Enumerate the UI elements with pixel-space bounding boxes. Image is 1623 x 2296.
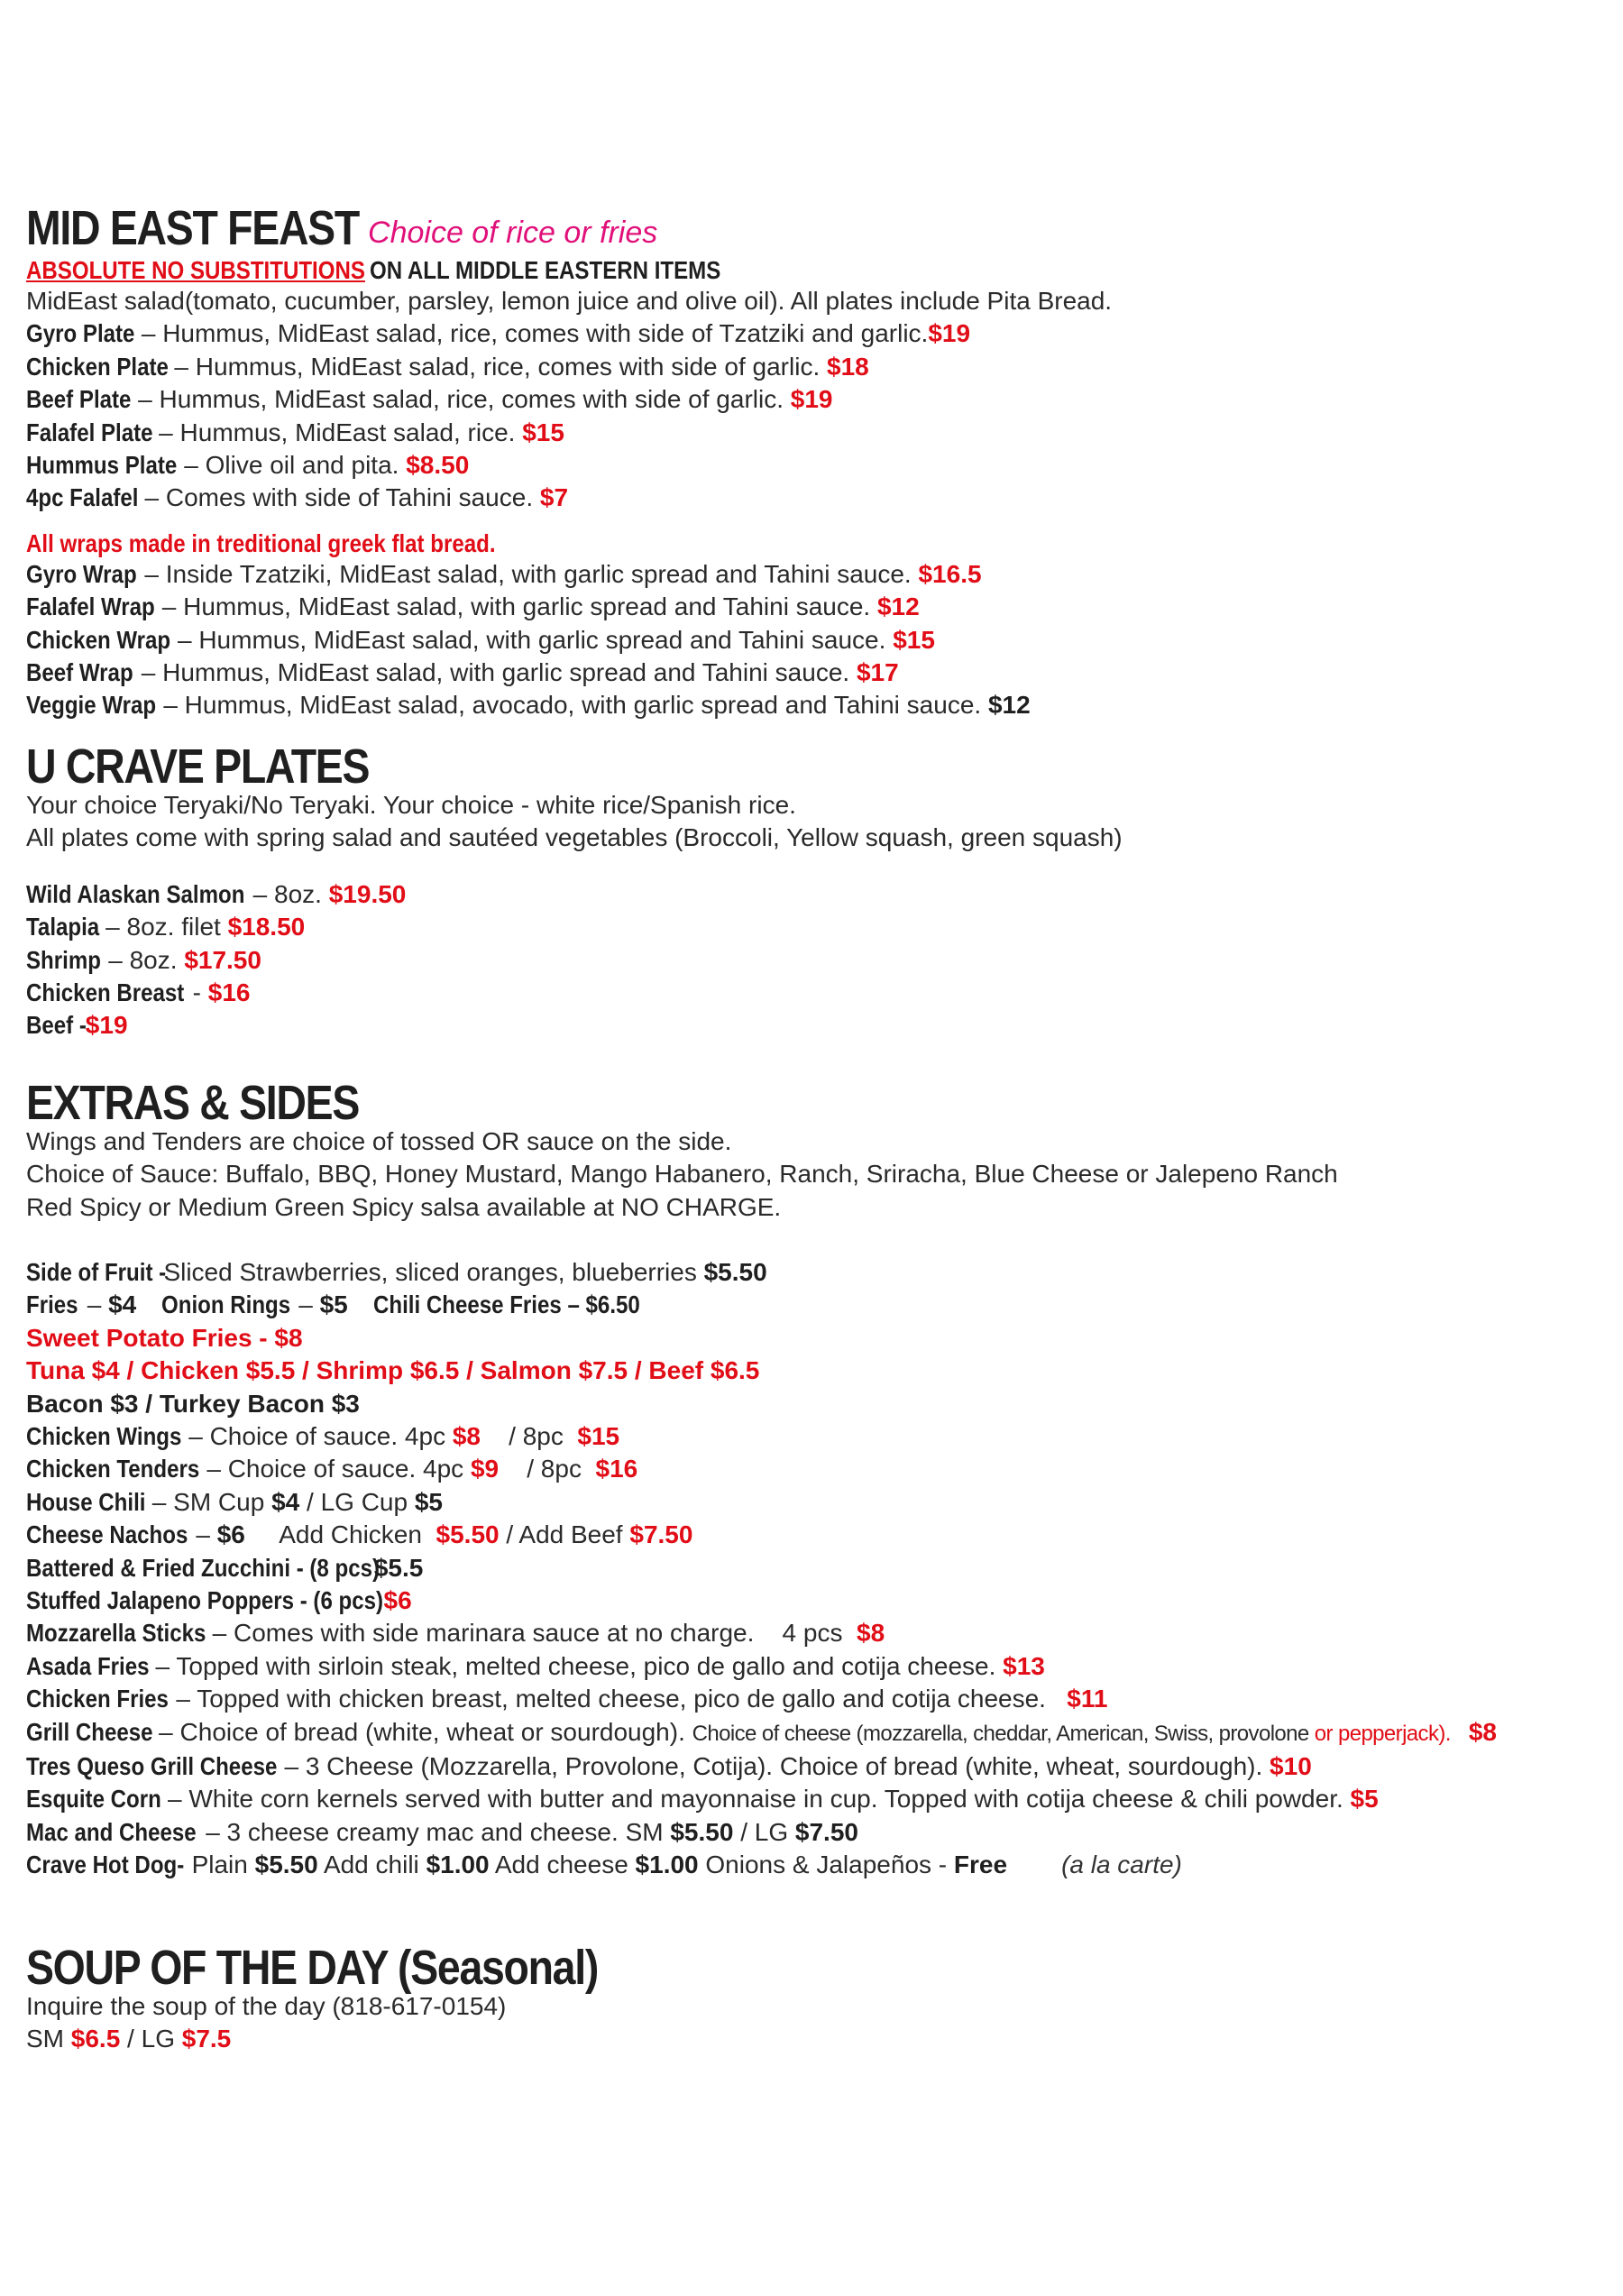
item-name: Asada Fries <box>26 1651 150 1680</box>
item-desc: – <box>188 1520 217 1549</box>
item-desc: – 8oz. <box>245 879 329 908</box>
item-price: $8.50 <box>406 451 470 480</box>
item-desc: – Hummus, MidEast salad, rice, comes with side of garlic. <box>131 385 791 414</box>
menu-item-falafel-wrap <box>26 591 1600 623</box>
menu-item-falafel-plate <box>26 417 1600 449</box>
item-price: $19 <box>790 385 833 414</box>
menu-item-chicken-fries <box>26 1683 1600 1715</box>
item-name: Chicken Plate <box>26 352 169 381</box>
item-name: Veggie Wrap <box>26 691 157 720</box>
item-price-chicken: $5.50 <box>436 1520 500 1549</box>
item-desc: – Hummus, MidEast salad, rice, comes with side of garlic. <box>167 352 828 381</box>
item-desc: – Inside Tzatziki, MidEast salad, with garlic spread and Tahini sauce. <box>137 559 919 588</box>
section-title-extras: EXTRAS & SIDES <box>26 1075 360 1130</box>
menu-item-mozzarella-sticks <box>26 1617 1600 1649</box>
item-price-4pc: $9 <box>470 1455 500 1483</box>
item-desc: – SM Cup <box>145 1487 272 1516</box>
item-desc: Sliced Strawberries, sliced oranges, blueberries <box>163 1257 704 1286</box>
item-desc: – Choice of sauce. 4pc <box>199 1455 471 1483</box>
item-price: $19 <box>928 319 971 348</box>
mideast-subtitle: Choice of rice or fries <box>368 216 658 250</box>
item-price: $12 <box>876 592 920 621</box>
menu-item-fried-zucchini <box>26 1552 1600 1584</box>
item-price-cheese: $1.00 <box>635 1851 699 1879</box>
menu-page <box>26 201 1600 2055</box>
item-name: Tres Queso Grill Cheese <box>26 1752 278 1781</box>
menu-item-sweet-potato-fries <box>26 1322 1600 1355</box>
item-name: 4pc Falafel <box>26 483 139 512</box>
bacon-addons <box>26 1388 1600 1420</box>
item-name: Beef Wrap <box>26 658 133 687</box>
item-price-lg: $7.50 <box>794 1817 858 1846</box>
item-name: Esquite Corn <box>26 1785 161 1814</box>
protein-addons <box>26 1355 1600 1387</box>
menu-item-talapia <box>26 911 1600 943</box>
item-desc: – Hummus, MidEast salad, avocado, with garlic spread and Tahini sauce. <box>156 691 988 720</box>
item-price-onion-rings: $5 <box>319 1290 348 1319</box>
mideast-heading-row <box>26 201 1600 256</box>
menu-item-chicken-tenders <box>26 1453 1600 1485</box>
menu-item-veggie-wrap <box>26 689 1600 721</box>
soup-prices <box>26 2023 1600 2055</box>
section-title-mideast: MID EAST FEAST <box>26 201 359 255</box>
soup-lg-label: / LG <box>120 2025 182 2053</box>
menu-item-mac-and-cheese <box>26 1816 1600 1849</box>
menu-item-shrimp <box>26 944 1600 977</box>
item-name: Gyro Plate <box>26 319 135 348</box>
item-name-fries: Fries <box>26 1290 78 1319</box>
menu-item-gyro-wrap <box>26 558 1600 591</box>
item-name: Shrimp <box>26 945 101 974</box>
menu-item-tres-queso <box>26 1750 1600 1783</box>
item-desc: – 3 cheese creamy mac and cheese. SM <box>198 1817 671 1846</box>
item-plain: Plain <box>184 1851 255 1879</box>
item-price: $18.50 <box>227 913 306 941</box>
item-name: House Chili <box>26 1487 146 1516</box>
item-price: $5 <box>1350 1785 1379 1814</box>
item-chili-cheese-fries: Chili Cheese Fries – $6.50 <box>372 1290 640 1319</box>
item-price: $12 <box>987 691 1031 720</box>
extras-intro-2: Choice of Sauce: Buffalo, BBQ, Honey Mustard, Mango Habanero, Ranch, Sriracha, Blue Cheese or Jalepeno Ranch <box>26 1160 1338 1189</box>
item-price: $7 <box>539 483 569 512</box>
item-name: Cheese Nachos <box>26 1520 188 1549</box>
menu-item-side-of-fruit <box>26 1256 1600 1289</box>
item-name: Mozzarella Sticks <box>26 1619 206 1648</box>
item-desc: – 3 Cheese (Mozzarella, Provolone, Cotija). Choice of bread (white, wheat, sourdough). <box>277 1752 1270 1781</box>
item-price-sm: $5.50 <box>670 1817 734 1846</box>
item-desc: – 8oz. <box>101 945 185 974</box>
item-free: Free <box>953 1851 1008 1879</box>
menu-item-hummus-plate <box>26 449 1600 482</box>
item-name: Falafel Plate <box>26 418 153 446</box>
item-name: Chicken Tenders <box>26 1455 200 1483</box>
item-add-chili: Add chili <box>317 1851 426 1879</box>
menu-item-jalapeno-poppers <box>26 1584 1600 1617</box>
menu-item-4pc-falafel <box>26 482 1600 514</box>
item-price-sm: $4 <box>271 1487 300 1516</box>
bacon-addons-text: Bacon $3 / Turkey Bacon $3 <box>26 1389 360 1418</box>
section-title-soup: SOUP OF THE DAY (Seasonal) <box>26 1940 599 1995</box>
item-name: Side of Fruit - <box>26 1257 167 1286</box>
notice-middle-eastern-items: ON ALL MIDDLE EASTERN ITEMS <box>370 256 721 284</box>
item-name: Wild Alaskan Salmon <box>26 879 245 908</box>
item-name: Chicken Wrap <box>26 625 171 654</box>
item-desc: - <box>185 978 208 1006</box>
item-price: $8 <box>1468 1717 1497 1746</box>
item-name: Chicken Breast <box>26 978 185 1006</box>
item-price: $10 <box>1270 1752 1312 1781</box>
item-dash: – <box>291 1290 320 1319</box>
item-price-8pc: $16 <box>595 1455 638 1483</box>
item-price: $16 <box>207 978 251 1006</box>
menu-item-house-chili <box>26 1486 1600 1519</box>
item-desc: – Hummus, MidEast salad, rice, comes with side of Tzatziki and garlic. <box>134 319 929 348</box>
menu-item-beef-plate <box>26 383 1600 416</box>
item-desc: – Topped with chicken breast, melted cheese, pico de gallo and cotija cheese. <box>169 1685 1068 1713</box>
item-name: Talapia <box>26 913 100 941</box>
ucrave-heading-row <box>26 739 1600 794</box>
ucrave-intro-1: Your choice Teryaki/No Teryaki. Your choice - white rice/Spanish rice. <box>26 790 796 819</box>
soup-lg-price: $7.5 <box>181 2025 232 2053</box>
sweet-potato-text: Sweet Potato Fries - $8 <box>26 1323 303 1352</box>
menu-item-chicken-plate <box>26 351 1600 383</box>
item-price: $5.5 <box>373 1553 424 1582</box>
item-desc: – Hummus, MidEast salad, with garlic spread and Tahini sauce. <box>133 658 857 687</box>
item-price: $19.50 <box>328 879 407 908</box>
item-desc: – Choice of sauce. 4pc <box>181 1421 453 1450</box>
extras-intro-3: Red Spicy or Medium Green Spicy salsa available at NO CHARGE. <box>26 1192 782 1221</box>
item-name: Gyro Wrap <box>26 559 137 588</box>
item-a-la-carte: (a la carte) <box>1061 1851 1182 1879</box>
item-price: $6 <box>216 1520 245 1549</box>
extras-intro-1: Wings and Tenders are choice of tossed OR sauce on the side. <box>26 1126 732 1155</box>
item-price-lg: $5 <box>414 1487 444 1516</box>
section-title-ucrave: U CRAVE PLATES <box>26 739 370 794</box>
item-onions-jalapenos: Onions & Jalapeños - <box>698 1851 954 1879</box>
menu-item-crave-hot-dog <box>26 1849 1600 1881</box>
item-name: Chicken Fries <box>26 1685 169 1713</box>
item-cheese-pepperjack: or pepperjack). <box>1314 1721 1451 1746</box>
item-name: Beef - <box>26 1011 87 1040</box>
item-desc: – Comes with side of Tahini sauce. <box>137 483 540 512</box>
item-name-onion-rings: Onion Rings <box>161 1290 291 1319</box>
item-name: Crave Hot Dog- <box>26 1851 185 1879</box>
item-cheese-choice: Choice of cheese (mozzarella, cheddar, American, Swiss, provolone <box>692 1721 1315 1746</box>
item-mid: / 8pc <box>499 1455 596 1483</box>
item-price-8pc: $15 <box>577 1421 620 1450</box>
soup-sm-label: SM <box>26 2025 71 2053</box>
ucrave-intro-2: All plates come with spring salad and sautéed vegetables (Broccoli, Yellow squash, green squash) <box>26 823 1123 852</box>
item-price-chili: $1.00 <box>426 1851 490 1879</box>
menu-item-esquite-corn <box>26 1783 1600 1815</box>
menu-item-asada-fries <box>26 1650 1600 1683</box>
menu-item-gyro-plate <box>26 317 1600 350</box>
menu-item-chicken-breast <box>26 977 1600 1009</box>
item-desc: – Hummus, MidEast salad, rice. <box>151 418 523 446</box>
protein-addons-text: Tuna $4 / Chicken $5.5 / Shrimp $6.5 / Salmon $7.5 / Beef $6.5 <box>26 1356 760 1385</box>
item-dash: – <box>79 1290 109 1319</box>
menu-item-chicken-wrap <box>26 624 1600 657</box>
item-desc: – Hummus, MidEast salad, with garlic spread and Tahini sauce. <box>170 625 894 654</box>
mideast-intro: MidEast salad(tomato, cucumber, parsley, lemon juice and olive oil). All plates include Pita Bread. <box>26 287 1113 315</box>
item-name: Battered & Fried Zucchini - (8 pcs) <box>26 1553 381 1582</box>
item-desc: – Olive oil and pita. <box>177 451 407 480</box>
item-price: $17.50 <box>184 945 261 974</box>
soup-heading-row <box>26 1940 1600 1995</box>
item-name: Hummus Plate <box>26 451 178 480</box>
soup-inquire: Inquire the soup of the day (818-617-0154) <box>26 1991 507 2020</box>
item-name: Grill Cheese <box>26 1717 153 1746</box>
item-desc: – Choice of bread (white, wheat or sourdough). <box>151 1717 692 1746</box>
item-mid: / 8pc <box>481 1421 578 1450</box>
item-price: $11 <box>1067 1685 1108 1713</box>
item-name: Falafel Wrap <box>26 592 155 621</box>
item-price: $16.5 <box>918 559 982 588</box>
item-price-4pc: $8 <box>452 1421 481 1450</box>
wraps-note-text: All wraps made in treditional greek flat bread. <box>26 528 496 557</box>
menu-item-chicken-wings <box>26 1420 1600 1453</box>
item-mid: / LG <box>733 1817 795 1846</box>
item-desc: – 8oz. filet <box>98 913 228 941</box>
item-mid: / LG Cup <box>299 1487 415 1516</box>
item-price: $5.50 <box>703 1257 767 1286</box>
item-price: $19 <box>85 1011 128 1040</box>
menu-item-cheese-nachos <box>26 1519 1600 1551</box>
notice-no-substitutions: ABSOLUTE NO SUBSTITUTIONS <box>26 256 365 284</box>
item-name: Mac and Cheese <box>26 1817 197 1846</box>
mideast-notice <box>26 256 1600 285</box>
item-price: $6 <box>383 1586 412 1614</box>
item-price: $15 <box>893 625 935 654</box>
item-price-fries: $4 <box>108 1290 137 1319</box>
menu-item-grill-cheese <box>26 1716 1600 1750</box>
item-desc: – Hummus, MidEast salad, with garlic spread and Tahini sauce. <box>154 592 877 621</box>
item-add-beef: / Add Beef <box>499 1520 630 1549</box>
item-name: Chicken Wings <box>26 1421 182 1450</box>
menu-item-wild-alaskan-salmon <box>26 878 1600 911</box>
item-desc: – White corn kernels served with butter and mayonnaise in cup. Topped with cotija cheese & chili powder. <box>160 1785 1351 1814</box>
item-price: $17 <box>856 658 899 687</box>
item-name: Beef Plate <box>26 385 132 414</box>
menu-item-beef-wrap <box>26 657 1600 689</box>
extras-heading-row <box>26 1075 1600 1130</box>
item-price-beef: $7.50 <box>629 1520 693 1549</box>
wraps-note <box>26 529 1600 558</box>
item-price: $13 <box>1003 1651 1045 1680</box>
item-desc: – Topped with sirloin steak, melted cheese, pico de gallo and cotija cheese. <box>148 1651 1004 1680</box>
item-price: $8 <box>857 1619 885 1648</box>
item-desc: – Comes with side marinara sauce at no charge. 4 pcs <box>205 1619 857 1648</box>
soup-sm-price: $6.5 <box>70 2025 121 2053</box>
item-price-plain: $5.50 <box>254 1851 318 1879</box>
menu-item-fries-row <box>26 1289 1600 1321</box>
item-add-cheese: Add cheese <box>489 1851 636 1879</box>
item-add-chicken: Add Chicken <box>244 1520 436 1549</box>
item-name: Stuffed Jalapeno Poppers - (6 pcs) <box>26 1586 384 1614</box>
item-price: $18 <box>827 352 869 381</box>
menu-item-beef <box>26 1009 1600 1042</box>
item-price: $15 <box>522 418 564 446</box>
